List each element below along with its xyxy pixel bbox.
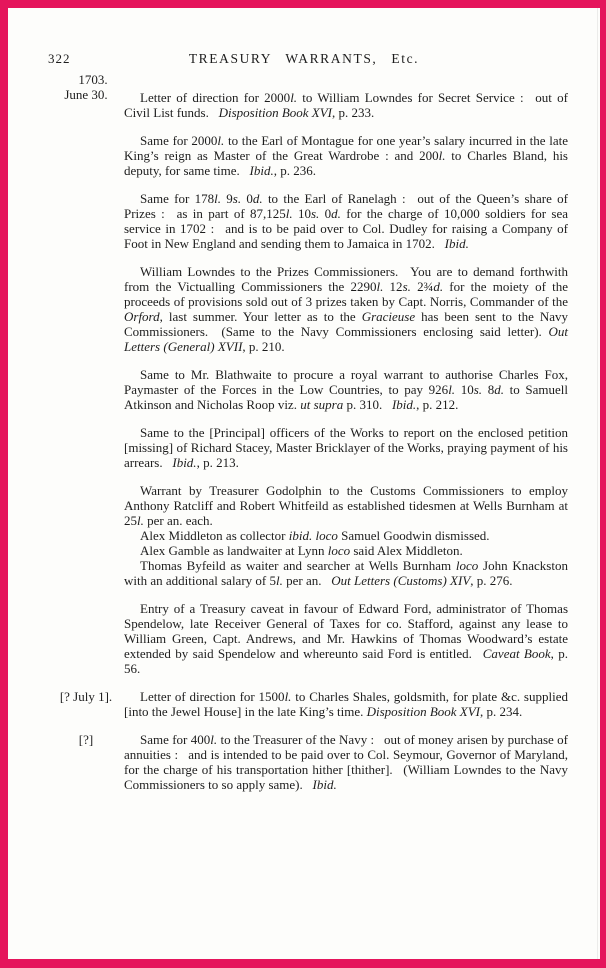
entry-body bbox=[124, 133, 568, 178]
page-number: 322 bbox=[48, 51, 71, 66]
margin-note bbox=[48, 732, 124, 792]
entries-list bbox=[48, 72, 569, 792]
margin-note-line: [?] bbox=[78, 732, 94, 747]
entry-paragraph: Same for 400l. to the Treasurer of the Navy : out of money arisen by purchase of annuities : and is intended to be paid over to Col. Seymour, Governor of Maryland, for the charge of his transportation hither [thither]. (William Lowndes to the Navy Commissioners to so apply same). Ibid. bbox=[124, 732, 568, 792]
entry-paragraph: Letter of direction for 2000l. to William Lowndes for Secret Service : out of Civil List funds. Disposition Book XVI, p. 233. bbox=[124, 90, 568, 120]
entry bbox=[48, 367, 568, 412]
entry-body bbox=[124, 191, 568, 251]
entry-body bbox=[124, 483, 568, 588]
entry bbox=[48, 191, 568, 251]
margin-note bbox=[48, 367, 124, 412]
entry-body bbox=[124, 90, 568, 120]
page-paper bbox=[8, 8, 600, 959]
entry bbox=[48, 425, 568, 470]
entry bbox=[48, 601, 568, 676]
entry bbox=[48, 72, 568, 120]
margin-note bbox=[48, 72, 124, 120]
page-header bbox=[8, 51, 600, 66]
margin-note bbox=[48, 483, 124, 588]
entry-paragraph: Same to the [Principal] officers of the Works to report on the enclosed petition [missing] of Richard Stacey, Master Bricklayer of the Works, praying payment of his arrears. Ibid., p. 213. bbox=[124, 425, 568, 470]
margin-note bbox=[48, 601, 124, 676]
entry-paragraph: Same for 178l. 9s. 0d. to the Earl of Ranelagh : out of the Queen’s share of Prizes : as in part of 87,125l. 10s. 0d. for the charge of 10,000 soldiers for sea service in 1702 : and is to be paid over to Col. Dudley for raising a Company of Foot in New England and sending them to Jamaica in 1702. Ibid. bbox=[124, 191, 569, 251]
entry bbox=[48, 483, 568, 588]
entry-body bbox=[124, 689, 568, 719]
page-title: TREASURY WARRANTS, Etc. bbox=[188, 51, 420, 66]
margin-note bbox=[48, 689, 124, 719]
entry bbox=[48, 133, 568, 178]
margin-note bbox=[48, 425, 124, 470]
margin-note-line: June 30. bbox=[64, 87, 108, 102]
entry-paragraph: Alex Middleton as collector ibid. loco Samuel Goodwin dismissed. bbox=[140, 528, 490, 543]
entry-paragraph: Letter of direction for 1500l. to Charles Shales, goldsmith, for plate &c. supplied [into the Jewel House] in the late King’s time. Disposition Book XVI, p. 234. bbox=[124, 689, 568, 719]
margin-note-line: 1703. bbox=[78, 72, 108, 87]
scan-edge-line bbox=[597, 8, 598, 959]
entry bbox=[48, 689, 568, 719]
entry-paragraph: Entry of a Treasury caveat in favour of Edward Ford, administrator of Thomas Spendelow, late Receiver General of Taxes for co. Stafford, against any lease to William Green, Capt. Andrews, and Mr. Hawkins of Thomas Woodward’s estate extended by said Spendelow and whereunto said Ford is entitled. Caveat Book, p. 56. bbox=[124, 601, 568, 676]
entry-paragraph: William Lowndes to the Prizes Commissioners. You are to demand forthwith from the Victualling Commissioners the 2290l. 12s. 2¾d. for the moiety of the proceeds of provisions sold out of 3 prizes taken by Capt. Norris, Commander of the Orford, last summer. Your letter as to the Gracieuse has been sent to the Navy Commissioners. (Same to the Navy Commissioners enclosing said letter). Out Letters (General) XVII, p. 210. bbox=[124, 264, 569, 354]
margin-note bbox=[48, 264, 124, 354]
entry-body bbox=[124, 732, 568, 792]
page-content bbox=[8, 72, 600, 792]
entry-paragraph: Same for 2000l. to the Earl of Montague for one year’s salary incurred in the late King’s reign as Master of the Great Wardrobe : and 200l. to Charles Bland, his deputy, for same time. Ibid., p. 236. bbox=[124, 133, 568, 178]
margin-note bbox=[48, 133, 124, 178]
margin-note-line: [? July 1]. bbox=[59, 689, 113, 704]
entry-paragraph: Same to Mr. Blathwaite to procure a royal warrant to authorise Charles Fox, Paymaster of the Forces in the Low Countries, to pay 926l. 10s. 8d. to Samuell Atkinson and Nicholas Roop viz. ut supra p. 310. Ibid., p. 212. bbox=[124, 367, 569, 412]
margin-note bbox=[48, 191, 124, 251]
entry-paragraph: Alex Gamble as landwaiter at Lynn loco said Alex Middleton. bbox=[140, 543, 463, 558]
entry-paragraph: Thomas Byfeild as waiter and searcher at Wells Burnham loco John Knackston with an additional salary of 5l. per an. Out Letters (Customs) XIV, p. 276. bbox=[124, 558, 568, 588]
entry-body bbox=[124, 425, 568, 470]
entry-paragraph: Warrant by Treasurer Godolphin to the Customs Commissioners to employ Anthony Ratcliff and Robert Whitfeild as established tidesmen at Wells Burnham at 25l. per an. each. bbox=[124, 483, 568, 528]
entry bbox=[48, 732, 568, 792]
entry bbox=[48, 264, 568, 354]
entry-body bbox=[124, 601, 568, 676]
entry-body bbox=[124, 367, 568, 412]
entry-body bbox=[124, 264, 568, 354]
